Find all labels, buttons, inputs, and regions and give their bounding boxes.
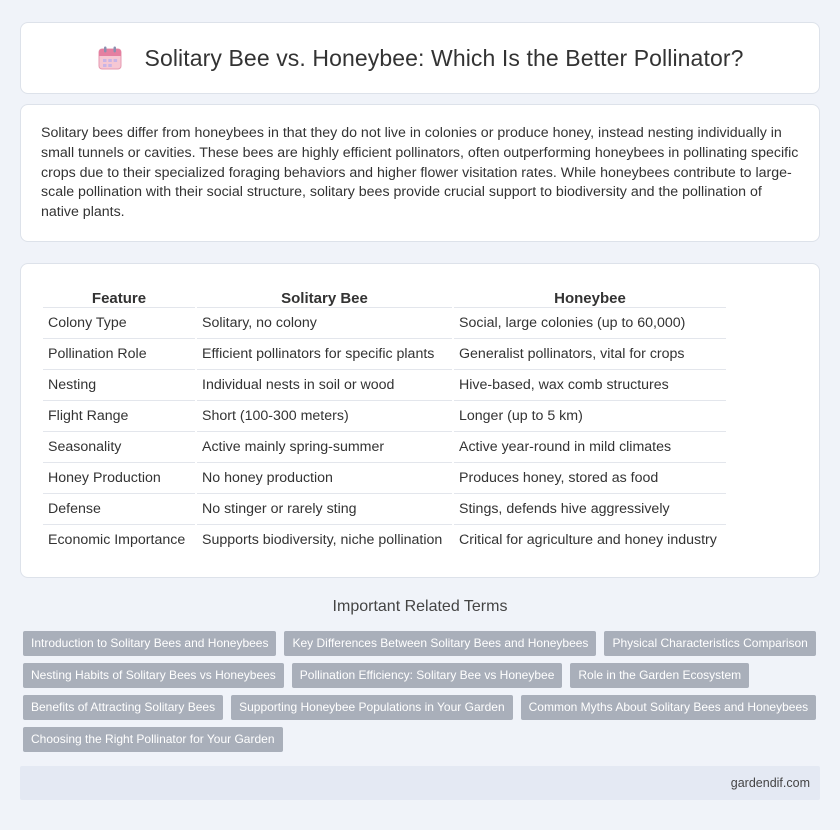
header-card	[20, 22, 820, 94]
related-term-tag[interactable]: Role in the Garden Ecosystem	[570, 663, 749, 688]
cell-honeybee: Hive-based, wax comb structures	[454, 369, 726, 400]
cell-solitary: Short (100-300 meters)	[197, 400, 452, 431]
cell-feature: Colony Type	[43, 307, 195, 338]
table-row	[43, 493, 726, 524]
related-terms-tags	[23, 631, 823, 752]
cell-honeybee: Social, large colonies (up to 60,000)	[454, 307, 726, 338]
table-row	[43, 431, 726, 462]
page-title: Solitary Bee vs. Honeybee: Which Is the Better Pollinator?	[144, 44, 744, 71]
footer-site-link[interactable]: gardendif.com	[730, 776, 810, 790]
table-row	[43, 524, 726, 555]
cell-feature: Seasonality	[43, 431, 195, 462]
related-term-tag[interactable]: Pollination Efficiency: Solitary Bee vs Honeybee	[292, 663, 563, 688]
cell-solitary: Individual nests in soil or wood	[197, 369, 452, 400]
cell-feature: Honey Production	[43, 462, 195, 493]
related-term-tag[interactable]: Introduction to Solitary Bees and Honeybees	[23, 631, 276, 656]
comparison-table-card	[20, 263, 820, 578]
related-term-tag[interactable]: Common Myths About Solitary Bees and Honeybees	[521, 695, 816, 720]
table-row	[43, 400, 726, 431]
related-term-tag[interactable]: Nesting Habits of Solitary Bees vs Honeybees	[23, 663, 284, 688]
cell-honeybee: Critical for agriculture and honey industry	[454, 524, 726, 555]
header-honeybee: Honeybee	[554, 290, 626, 307]
intro-card	[20, 104, 820, 242]
cell-feature: Pollination Role	[43, 338, 195, 369]
table-row	[43, 307, 726, 338]
cell-solitary: Active mainly spring-summer	[197, 431, 452, 462]
footer	[20, 766, 820, 800]
cell-honeybee: Produces honey, stored as food	[454, 462, 726, 493]
related-term-tag[interactable]: Supporting Honeybee Populations in Your Garden	[231, 695, 513, 720]
related-term-tag[interactable]: Key Differences Between Solitary Bees and Honeybees	[284, 631, 596, 656]
cell-feature: Defense	[43, 493, 195, 524]
header-inner	[97, 45, 744, 72]
table-row	[43, 369, 726, 400]
related-term-tag[interactable]: Physical Characteristics Comparison	[604, 631, 815, 656]
table-header-row	[43, 285, 726, 307]
table-row	[43, 462, 726, 493]
cell-feature: Flight Range	[43, 400, 195, 431]
cell-feature: Economic Importance	[43, 524, 195, 555]
cell-honeybee: Longer (up to 5 km)	[454, 400, 726, 431]
related-term-tag[interactable]: Choosing the Right Pollinator for Your Garden	[23, 727, 283, 752]
cell-solitary: Efficient pollinators for specific plants	[197, 338, 452, 369]
cell-honeybee: Active year-round in mild climates	[454, 431, 726, 462]
cell-feature: Nesting	[43, 369, 195, 400]
cell-honeybee: Generalist pollinators, vital for crops	[454, 338, 726, 369]
header-feature: Feature	[91, 290, 147, 307]
cell-solitary: No stinger or rarely sting	[197, 493, 452, 524]
table-row	[43, 338, 726, 369]
header-solitary-bee: Solitary Bee	[281, 290, 368, 307]
cell-solitary: Solitary, no colony	[197, 307, 452, 338]
comparison-table	[41, 285, 728, 555]
related-term-tag[interactable]: Benefits of Attracting Solitary Bees	[23, 695, 223, 720]
cell-solitary: No honey production	[197, 462, 452, 493]
cell-solitary: Supports biodiversity, niche pollination	[197, 524, 452, 555]
cell-honeybee: Stings, defends hive aggressively	[454, 493, 726, 524]
related-terms-title: Important Related Terms	[332, 598, 508, 615]
intro-paragraph: Solitary bees differ from honeybees in that they do not live in colonies or produce honey, instead nesting individually in small tunnels or cavities. These bees are highly efficient pollinators, often outperforming honeybees in pollinating specific crops due to their specialized foraging behaviors and higher flower visitation rates. While honeybees contribute to large-scale pollination with their social structure, solitary bees provide crucial support to biodiversity and the pollination of native plants.	[41, 125, 799, 221]
calendar-icon	[97, 45, 123, 71]
